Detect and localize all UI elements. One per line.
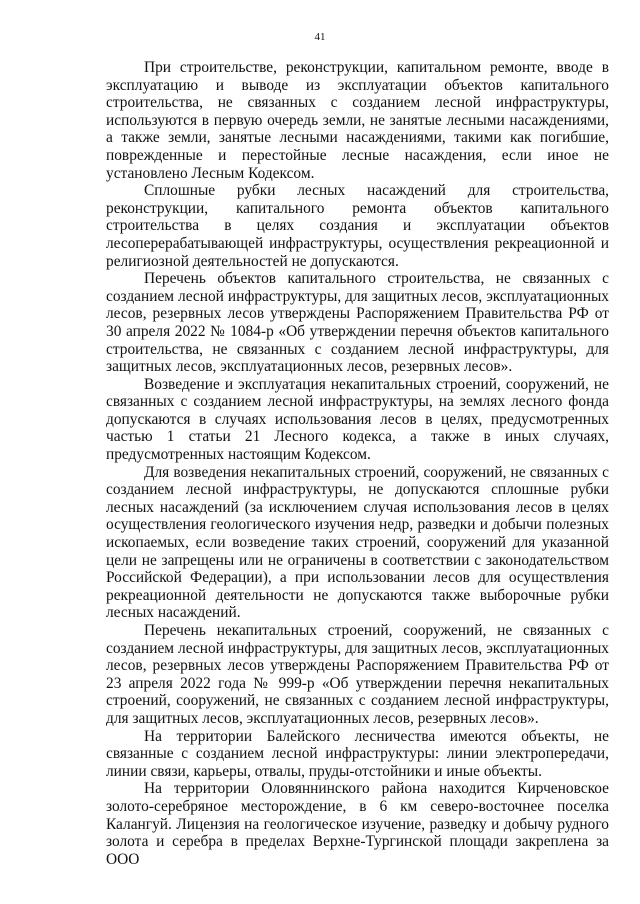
paragraph-non-capital-structures: Возведение и эксплуатация некапитальных строений, сооружений, не связанных с созданием лесной инфраструктуры, на землях лесного фонда допускаются в случаях использования лесов в целях, предусмотренных частью 1 статьи 21 Лесного кодекса, а также в иных случаях, предусмотренных настоящим Кодексом. bbox=[106, 375, 609, 464]
paragraph-construction-land-use: При строительстве, реконструкции, капитальном ремонте, вводе в эксплуатацию и выводе из эксплуатации объектов капитального строительства, не связанных с созданием лесной инфраструктуры, используются в первую очередь земли, не занятые лесными насаждениями, а также земли, занятые лесными насаждениями, такими как погибшие, поврежденные и перестойные лесные насаждения, если иное не установлено Лесным Кодексом. bbox=[106, 59, 609, 182]
paragraph-baley-forestry-objects: На территории Балейского лесничества имеются объекты, не связанные с созданием лесной инфраструктуры: линии электропередачи, линии связи, карьеры, отвалы, пруды-отстойники и иные объекты. bbox=[106, 727, 609, 780]
paragraph-non-capital-objects-list: Перечень некапитальных строений, сооружений, не связанных с созданием лесной инфраструктуры, для защитных лесов, эксплуатационных лесов, резервных лесов утверждены Распоряжением Правительства РФ от 23 апреля 2022 года № 999-р «Об утверждении перечня некапитальных строений, сооружений, не связанных с созданием лесной инфраструктуры, для защитных лесов, эксплуатационных лесов, резервных лесов». bbox=[106, 622, 609, 727]
document-body bbox=[106, 59, 609, 868]
paragraph-clear-cutting-prohibition: Сплошные рубки лесных насаждений для строительства, реконструкции, капитального ремонта объектов капитального строительства в целях создания и эксплуатации объектов лесоперерабатывающей инфраструктуры, осуществления рекреационной и религиозной деятельностей не допускаются. bbox=[106, 182, 609, 270]
paragraph-olovyanninsky-deposit: На территории Оловяннинского района находится Кирченовское золото-серебряное месторождение, в 6 км северо-восточнее поселка Калангуй. Лицензия на геологическое изучение, разведку и добычу рудного золота и серебра в пределах Верхне-Тургинской площади закреплена за ООО bbox=[106, 780, 609, 868]
paragraph-capital-objects-list: Перечень объектов капитального строительства, не связанных с созданием лесной инфраструктуры, для защитных лесов, эксплуатационных лесов, резервных лесов утверждены Распоряжением Правительства РФ от 30 апреля 2022 № 1084-р «Об утверждении перечня объектов капитального строительства, не связанных с созданием лесной инфраструктуры, для защитных лесов, эксплуатационных лесов, резервных лесов». bbox=[106, 270, 609, 376]
page-number: 41 bbox=[314, 31, 326, 43]
paragraph-non-capital-cutting-rules: Для возведения некапитальных строений, сооружений, не связанных с созданием лесной инфраструктуры, не допускаются сплошные рубки лесных насаждений (за исключением случая использования лесов в целях осуществления геологического изучения недр, разведки и добычи полезных ископаемых, если возведение таких строений, сооружений для указанной цели не запрещены или не ограничены в соответствии с законодательством Российской Федерации), а при использовании лесов для осуществления рекреационной деятельности не допускаются также выборочные рубки лесных насаждений. bbox=[106, 463, 609, 622]
